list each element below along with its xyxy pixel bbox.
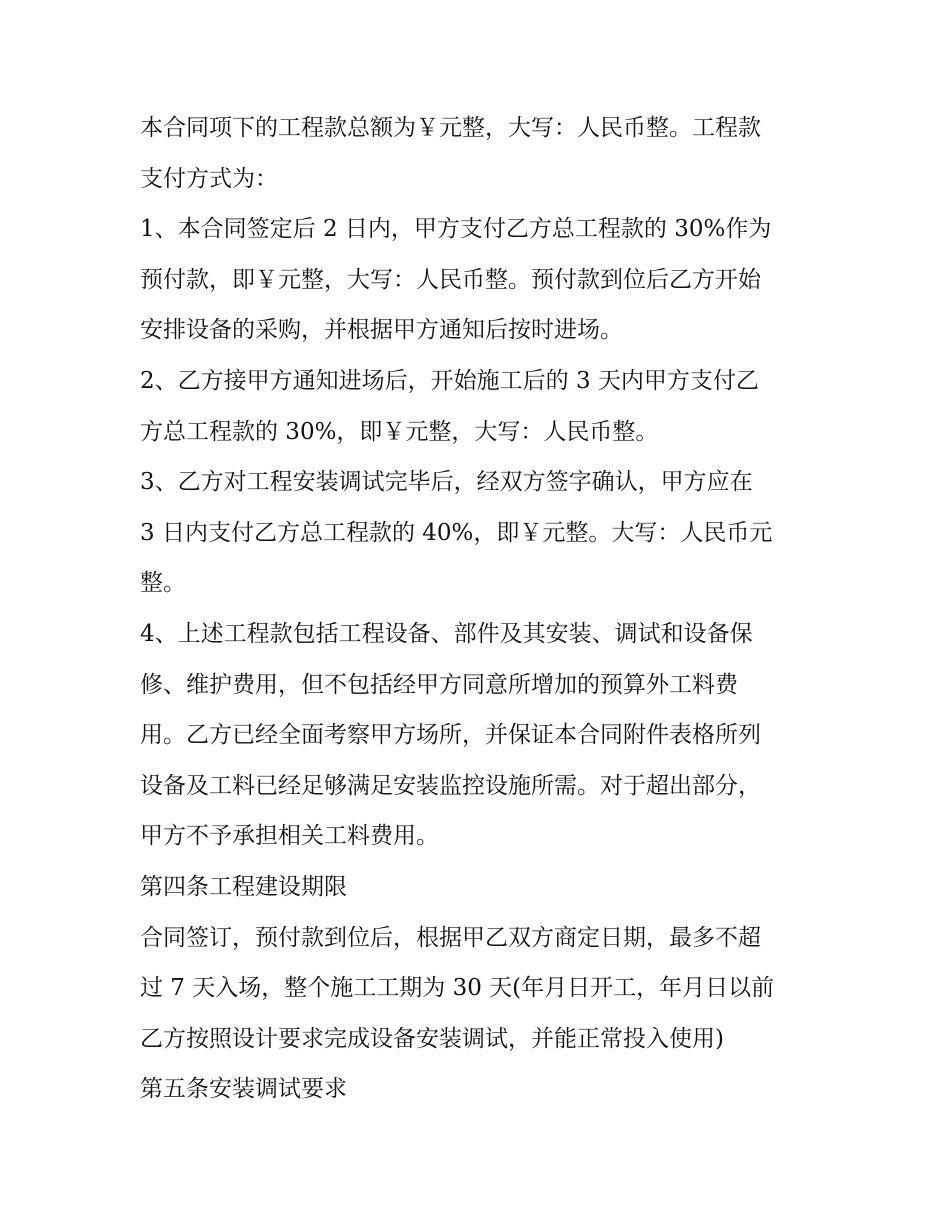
section-heading: 第五条安装调试要求 <box>140 1076 347 1103</box>
text-line: 乙方按照设计要求完成设备安装调试，并能正常投入使用) <box>140 1025 724 1052</box>
text-line: 预付款，即￥元整，大写：人民币整。预付款到位后乙方开始 <box>140 266 761 293</box>
text-line: 2、乙方接甲方通知进场后，开始施工后的 3 天内甲方支付乙 <box>140 367 759 394</box>
text-line: 甲方不予承担相关工料费用。 <box>140 823 439 850</box>
text-line: 3 日内支付乙方总工程款的 40%，即￥元整。大写：人民币元 <box>140 519 773 546</box>
text-line: 安排设备的采购，并根据甲方通知后按时进场。 <box>140 317 623 344</box>
text-line: 过 7 天入场，整个施工工期为 30 天(年月日开工，年月日以前 <box>140 975 775 1002</box>
text-line: 用。乙方已经全面考察甲方场所，并保证本合同附件表格所列 <box>140 722 761 749</box>
text-line: 整。 <box>140 570 186 597</box>
text-line: 修、维护费用，但不包括经甲方同意所增加的预算外工料费 <box>140 671 738 698</box>
text-line: 合同签订，预付款到位后，根据甲乙双方商定日期，最多不超 <box>140 924 761 951</box>
text-line: 方总工程款的 30%，即￥元整，大写：人民币整。 <box>140 418 659 445</box>
section-heading: 第四条工程建设期限 <box>140 873 347 900</box>
text-line: 1、本合同签定后 2 日内，甲方支付乙方总工程款的 30%作为 <box>140 216 772 243</box>
document-body <box>140 103 820 1115</box>
text-line: 4、上述工程款包括工程设备、部件及其安装、调试和设备保 <box>140 620 753 647</box>
text-line: 本合同项下的工程款总额为￥元整，大写：人民币整。工程款 <box>140 115 761 141</box>
text-line: 3、乙方对工程安装调试完毕后，经双方签字确认，甲方应在 <box>140 469 753 496</box>
text-line: 支付方式为： <box>140 165 278 192</box>
text-line: 设备及工料已经足够满足安装监控设施所需。对于超出部分， <box>140 772 761 799</box>
